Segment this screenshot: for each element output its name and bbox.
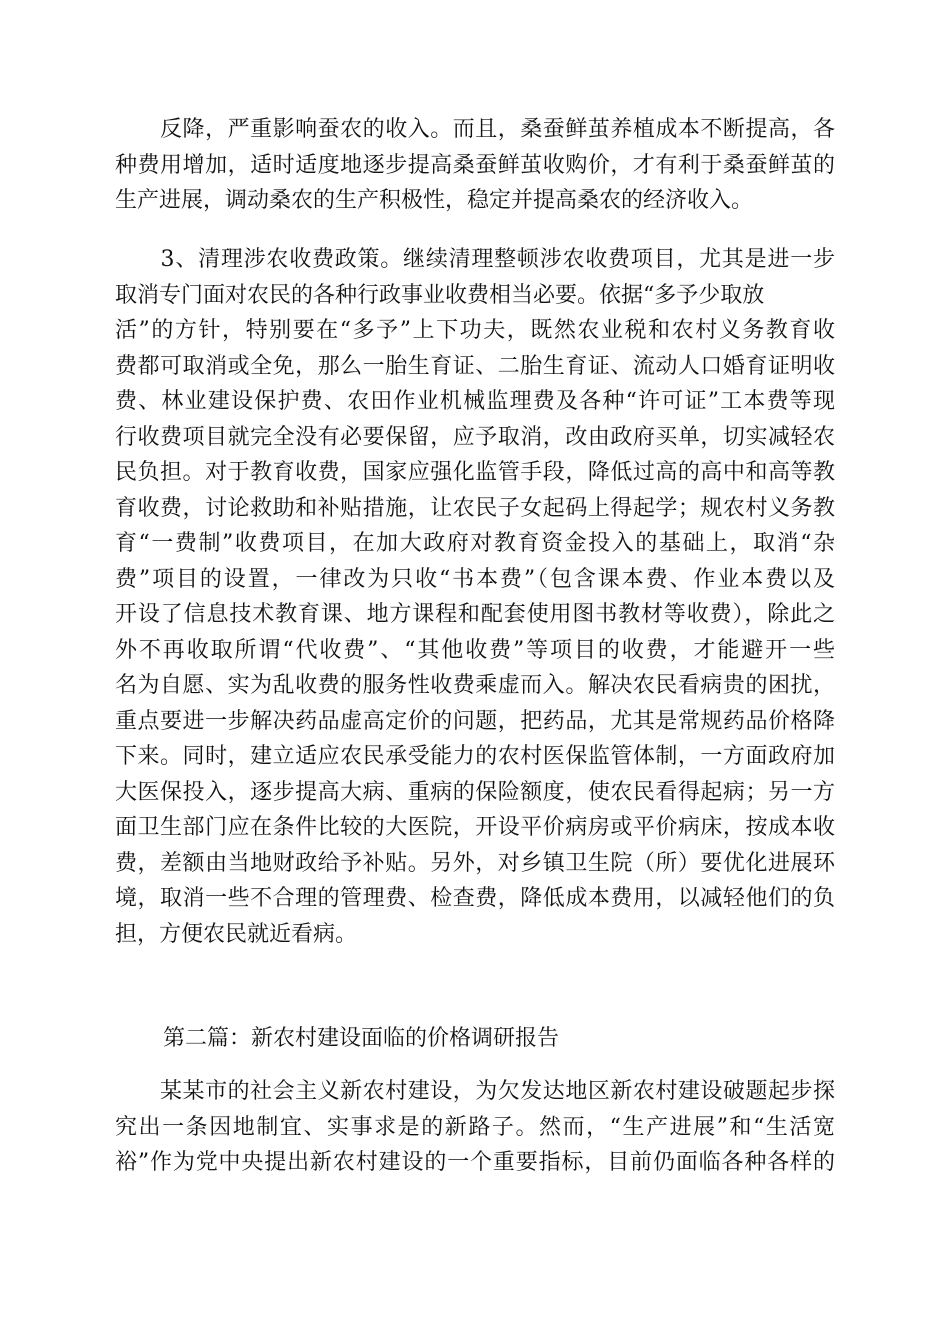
paragraph-2: [115, 242, 835, 952]
text-line: 反降，严重影响蚕农的收入。而且，桑蚕鲜茧养植成本不断提高，各: [115, 117, 835, 142]
text-line: 费都可取消或全免，那么一胎生育证、二胎生育证、流动人口婚育证明收: [115, 353, 835, 379]
text-line: 重点要进一步解决药品虚高定价的问题，把药品，尤其是常规药品价格降: [115, 708, 835, 734]
text-line: 费”项目的设置，一律改为只收“书本费”（包含课本费、作业本费以及: [115, 566, 835, 592]
text-line: 育收费，讨论救助和补贴措施，让农民子女起码上得起学；规农村义务教: [115, 495, 835, 521]
text-line: 费、林业建设保护费、农田作业机械监理费及各种“许可证”工本费等现: [115, 389, 835, 414]
paragraph-3: [115, 1074, 835, 1181]
paragraph-1: [115, 112, 835, 219]
text-line: 名为自愿、实为乱收费的服务性收费乘虚而入。解决农民看病贵的困扰，: [115, 673, 835, 698]
text-line: 行收费项目就完全没有必要保留，应予取消，改由政府买单，切实减轻农: [115, 424, 835, 450]
text-line: 开设了信息技术教育课、地方课程和配套使用图书教材等收费），除此之: [115, 602, 835, 627]
text-line: 种费用增加，适时适度地逐步提高桑蚕鲜茧收购价，才有利于桑蚕鲜茧的: [115, 152, 835, 178]
text-line: 费，差额由当地财政给予补贴。另外，对乡镇卫生院（所）要优化进展环: [115, 850, 835, 876]
text-line: 外不再收取所谓“代收费”、“其他收费”等项目的收费，才能避开一些: [115, 637, 835, 663]
text-line: 民负担。对于教育收费，国家应强化监管手段，降低过高的高中和高等教: [115, 460, 835, 485]
text-line: 面卫生部门应在条件比较的大医院，开设平价病房或平价病床，按成本收: [115, 815, 835, 840]
text-line: 大医保投入，逐步提高大病、重病的保险额度，使农民看得起病；另一方: [115, 779, 835, 805]
text-line: 取消专门面对农民的各种行政事业收费相当必要。依据“多予少取放: [115, 282, 765, 308]
text-line: 3、清理涉农收费政策。继续清理整顿涉农收费项目，尤其是进一步: [115, 247, 835, 272]
text-line: 境，取消一些不合理的管理费、检查费，降低成本费用，以减轻他们的负: [115, 886, 835, 911]
text-line: 究出一条因地制宜、实事求是的新路子。然而，“生产进展”和“生活宽: [115, 1114, 835, 1140]
section-heading: 第二篇：新农村建设面临的价格调研报告: [163, 1026, 560, 1051]
text-line: 育“一费制”收费项目，在加大政府对教育资金投入的基础上，取消“杂: [115, 531, 835, 556]
text-line: 活”的方针，特别要在“多予”上下功夫，既然农业税和农村义务教育收: [115, 318, 835, 343]
text-line: 生产进展，调动桑农的生产积极性，稳定并提高桑农的经济收入。: [115, 188, 754, 213]
text-line: 某某市的社会主义新农村建设，为欠发达地区新农村建设破题起步探: [115, 1079, 835, 1104]
text-line: 担，方便农民就近看病。: [115, 921, 358, 947]
text-line: 下来。同时，建立适应农民承受能力的农村医保监管体制，一方面政府加: [115, 744, 835, 769]
text-line: 裕”作为党中央提出新农村建设的一个重要指标，目前仍面临各种各样的: [115, 1150, 835, 1175]
